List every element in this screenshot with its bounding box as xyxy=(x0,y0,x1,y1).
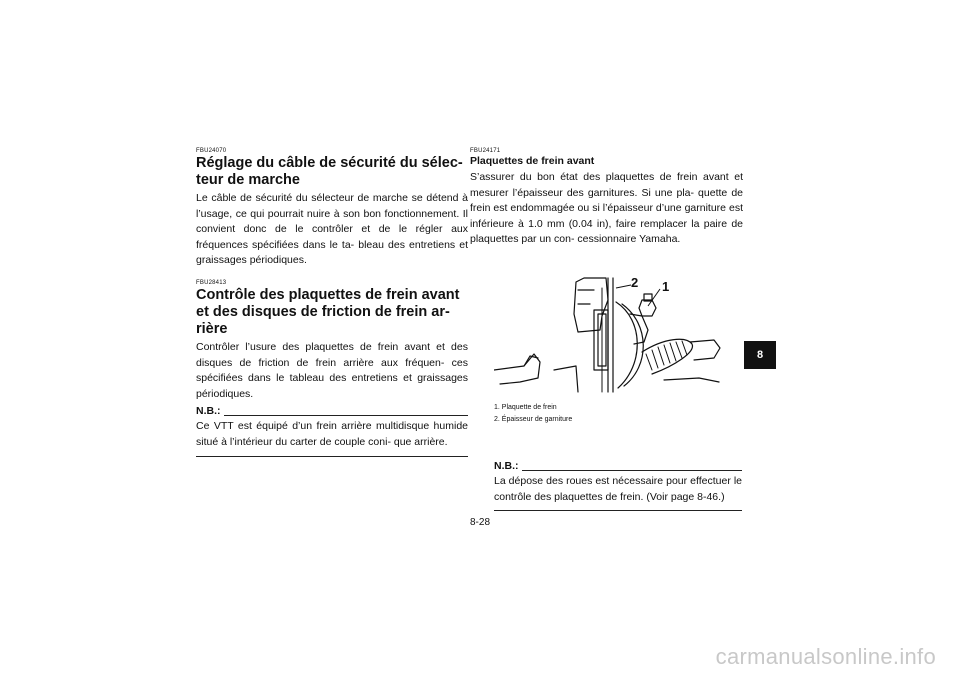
figure-captions xyxy=(494,402,724,425)
watermark: carmanualsonline.info xyxy=(715,644,936,669)
section-body-selector-cable: Le câble de sécurité du sélecteur de marche se détend à l’usage, ce qui pourrait nuire à son bon fonctionnement. Il convient donc de le contrôler et de le régler aux fréquences spécifiées dans le ta- bleau des entretiens et graissages périodiques. xyxy=(196,192,468,267)
note-right xyxy=(494,457,742,511)
section-code: FBU24070 xyxy=(196,148,227,154)
note-label: N.B.: xyxy=(494,460,519,472)
note-end-rule xyxy=(494,510,742,511)
note-rule xyxy=(224,415,469,416)
note-header xyxy=(196,405,468,418)
brake-pad-illustration xyxy=(494,270,724,398)
section-title-front-pads: Plaquettes de frein avant xyxy=(470,155,595,167)
note-end-rule xyxy=(196,456,468,457)
page-number: 8-28 xyxy=(469,517,490,528)
callout-1: 1 xyxy=(662,279,670,294)
bleed-screw xyxy=(639,300,656,316)
section-body-front-pads: S’assurer du bon état des plaquettes de frein avant et mesurer l’épaisseur des garnitures. Si une pla- quette de frein est endommagée ou si l’épaisseur d’une garniture est inférieure à 1.0 mm (0.04 in), faire remplacer la paire de plaquettes par un con- cessionnaire Yamaha. xyxy=(470,171,743,246)
note-body: La dépose des roues est nécessaire pour effectuer le contrôle des plaquettes de frein. (Voir page 8-46.) xyxy=(494,475,742,503)
callout-2: 2 xyxy=(631,275,639,290)
caption-item: 2. Épaisseur de garniture xyxy=(494,415,573,423)
title-line: rière xyxy=(196,320,228,337)
section-body-brake-check: Contrôler l’usure des plaquettes de frein avant et des disques de friction de frein arrière aux fréquen- ces spécifiées dans le tableau des entretiens et graissages périodiques. xyxy=(196,340,468,400)
title-line: Réglage du câble de sécurité du sélec- xyxy=(196,155,463,171)
suspension-arm xyxy=(494,354,540,384)
title-line: Contrôle des plaquettes de frein avant xyxy=(196,286,460,303)
section-title-selector-cable xyxy=(196,155,468,189)
note-label: N.B.: xyxy=(196,405,221,418)
note-rule xyxy=(522,470,743,471)
section-title-brake-check xyxy=(196,287,468,338)
section-code: FBU24171 xyxy=(470,148,501,154)
caliper-body xyxy=(574,278,608,332)
note-body: Ce VTT est équipé d’un frein arrière multidisque humide situé à l’intérieur du carter de couple coni- que arrière. xyxy=(196,420,468,448)
caption-item: 1. Plaquette de frein xyxy=(494,404,557,411)
note-header xyxy=(494,460,742,473)
chapter-tab: 8 xyxy=(744,341,776,369)
section-code: FBU28413 xyxy=(196,279,227,286)
left-column xyxy=(196,148,468,457)
right-column xyxy=(470,148,743,248)
title-line: teur de marche xyxy=(196,172,300,188)
title-line: et des disques de friction de frein ar- xyxy=(196,303,450,320)
brake-hose xyxy=(642,339,692,374)
